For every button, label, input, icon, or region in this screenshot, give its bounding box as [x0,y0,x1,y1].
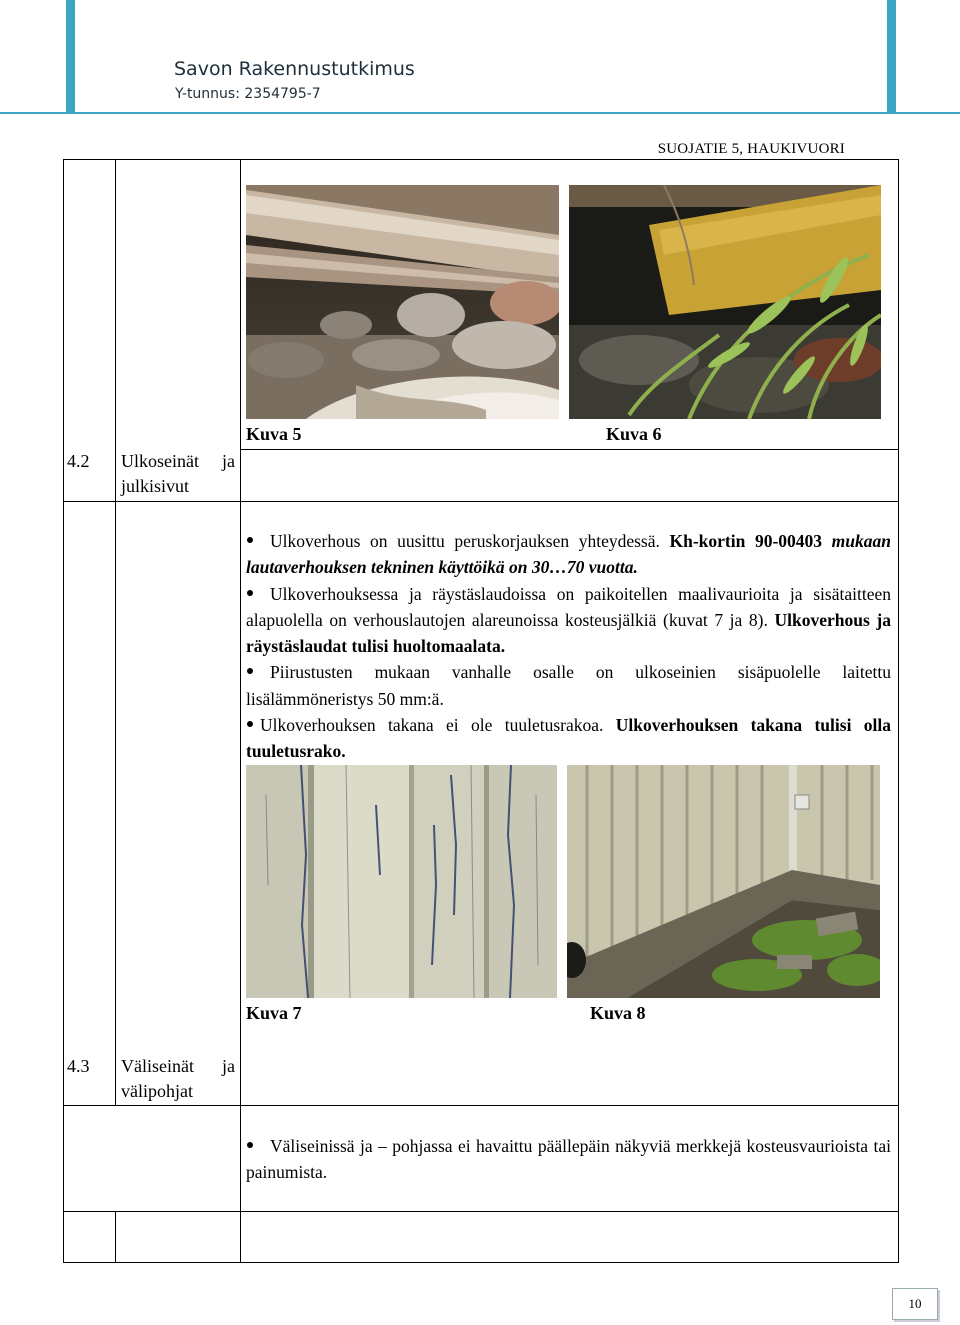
siding-boards-image [246,765,557,998]
crawlspace-image [246,185,559,419]
bullet-text: Ulkoverhous on uusittu peruskorjauksen yhteydessä. [270,531,670,551]
photo-kuva-7 [246,765,557,998]
table-row-divider [240,449,898,450]
table-row-divider [64,1211,898,1212]
bullet-text: Ulkoverhouksen takana ei ole tuuletusrakoa. [260,715,616,736]
table-row-divider [64,501,898,502]
caption-kuva-5: Kuva 5 [246,424,302,444]
bullet-text-bold: Ulkoverhouksen takana tulisi olla tuuletusrako. [246,715,891,762]
bullet-text-bold: Kh-kortin 90-00403 [669,531,832,551]
caption-kuva-7: Kuva 7 [246,1003,302,1023]
bullet-text: Ulkoverhouksessa ja räystäslaudoissa on paikoitellen maalivaurioita ja sisätaitteen alapuolella on verhouslautojen alareunoissa kosteusjälkiä (kuvat 7 ja 8). [246,583,891,630]
table-col-divider-1 [115,1212,116,1262]
business-id: Y-tunnus: 2354795-7 [175,86,321,102]
section-title: Ulkoseinät ja julkisivut [121,451,235,496]
table-col-divider-2 [240,1212,241,1262]
header-right-bar [887,0,896,114]
bullet-text-bold: Ulkoverhous ja räystäslaudat tulisi huoltomaalata. [246,609,891,657]
table-row-divider [64,1105,898,1106]
page-number: 10 [892,1288,938,1320]
table-col-divider-2 [240,160,241,502]
table-col-divider-2 [240,502,241,1106]
photo-kuva-8 [567,765,880,998]
bullet-item [246,581,891,660]
header-left-bar [66,0,75,114]
bullet-text: Piirustusten mukaan vanhalle osalle on ulkoseinien sisäpuolelle laitettu lisälämmöneristys 50 mm:ä. [246,662,891,709]
bullet-item [246,1133,891,1186]
plinth-plants-image [569,185,881,419]
bullet-item [246,528,891,581]
section-number: 4.2 [67,451,90,471]
photo-kuva-5 [246,185,559,419]
bullet-list-valiseinat [246,1133,891,1186]
property-address: SUOJATIE 5, HAUKIVUORI [657,141,845,157]
bullet-text-bold-italic: mukaan lautaverhouksen tekninen käyttöikä on 30…70 vuotta. [246,531,891,578]
company-name: Savon Rakennustutkimus [174,58,415,80]
bullet-text: Väliseinissä ja – pohjassa ei havaittu päällepäin näkyviä merkkejä kosteusvaurioista tai painumista. [246,1136,891,1183]
section-title: Väliseinät ja välipohjat [121,1056,235,1101]
header-rule [0,112,960,114]
bullet-item [246,712,891,765]
caption-kuva-6: Kuva 6 [606,424,662,444]
table-col-divider-1 [115,160,116,502]
photo-kuva-6 [569,185,881,419]
wall-corner-moss-image [567,765,880,998]
bullet-item [246,659,891,712]
caption-kuva-8: Kuva 8 [590,1003,646,1023]
table-col-divider-1 [115,502,116,1106]
section-number: 4.3 [67,1056,90,1076]
bullet-list-ulkoseinat [246,528,891,765]
